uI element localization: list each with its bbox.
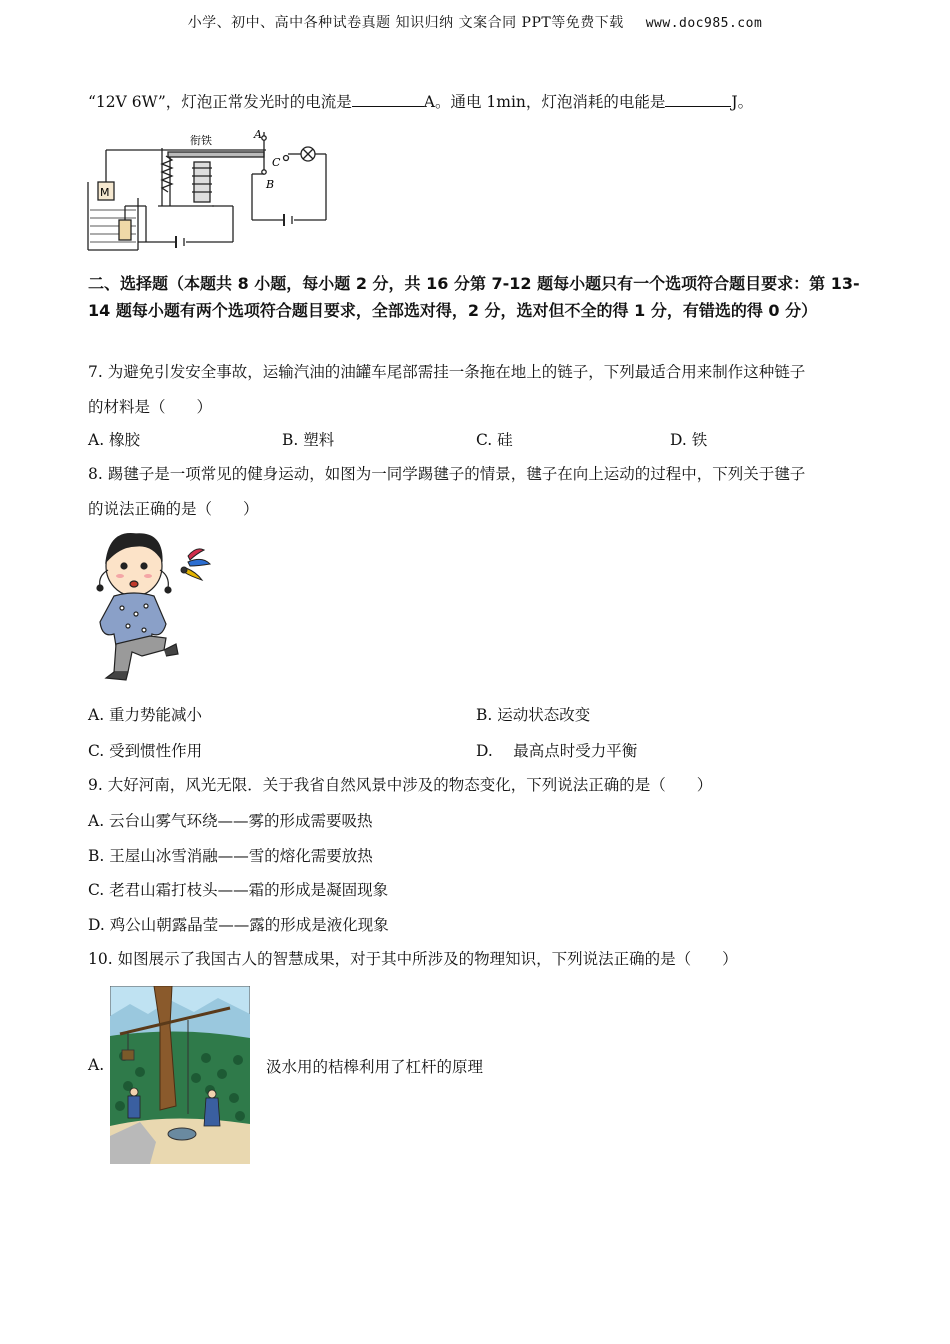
relay-circuit-diagram: [86, 126, 336, 256]
q9-option-b: B. 王屋山冰雪消融——雪的熔化需要放热: [88, 847, 373, 865]
well-sweep-illustration: [110, 986, 250, 1164]
q6-text-2: A。通电 1min，灯泡消耗的电能是: [423, 93, 666, 111]
shuttlecock-kicking-illustration: [92, 526, 222, 686]
q9-stem: 9. 大好河南，风光无限．关于我省自然风景中涉及的物态变化，下列说法正确的是（ ）: [88, 776, 713, 794]
q10-stem: 10. 如图展示了我国古人的智慧成果，对于其中所涉及的物理知识，下列说法正确的是（ ）: [88, 950, 738, 968]
q8-option-c: C. 受到惯性作用: [88, 742, 203, 760]
header-site: www.doc985.com: [645, 16, 763, 31]
q6-tail-line: [88, 90, 753, 112]
q6-text-3: J。: [731, 93, 754, 111]
q8-stem-line2: 的说法正确的是（ ）: [88, 500, 259, 518]
label-c: C: [272, 156, 281, 169]
q7-option-d: D. 铁: [670, 431, 708, 449]
label-a: A: [254, 128, 262, 141]
q7-option-c: C. 硅: [476, 431, 513, 449]
q6-blank-current: [352, 92, 424, 107]
q7-stem-line2: 的材料是（ ）: [88, 398, 213, 416]
q6-blank-energy: [665, 92, 731, 107]
q9-option-d: D. 鸡公山朝露晶莹——露的形成是液化现象: [88, 916, 389, 934]
q8-option-b: B. 运动状态改变: [476, 706, 591, 724]
q6-text-1: “12V 6W”，灯泡正常发光时的电流是: [88, 93, 352, 111]
label-m: M: [100, 186, 110, 199]
q7-option-b: B. 塑料: [282, 431, 335, 449]
q9-option-c: C. 老君山霜打枝头——霜的形成是凝固现象: [88, 881, 389, 899]
q8-option-d: D. 最高点时受力平衡: [476, 742, 638, 760]
q10-option-a-label: A.: [88, 1056, 105, 1074]
label-b: B: [266, 178, 275, 191]
header-text: 小学、初中、高中各种试卷真题 知识归纳 文案合同 PPT等免费下载: [187, 15, 624, 31]
q8-stem-line1: 8. 踢毽子是一项常见的健身运动，如图为一同学踢毽子的情景，毽子在向上运动的过程中，下列关于毽子: [88, 465, 806, 483]
q9-option-a: A. 云台山雾气环绕——雾的形成需要吸热: [88, 812, 373, 830]
q7-option-a: A. 橡胶: [88, 431, 141, 449]
q10-option-a-text: 汲水用的桔槔利用了杠杆的原理: [266, 1058, 484, 1076]
page-header: [0, 12, 950, 32]
q7-stem-line1: 7. 为避免引发安全事故，运输汽油的油罐车尾部需挂一条拖在地上的链子，下列最适合用来制作这种链子: [88, 363, 806, 381]
q8-option-a: A. 重力势能减小: [88, 706, 203, 724]
section-heading: 二、选择题（本题共 8 小题，每小题 2 分，共 16 分第 7-12 题每小题只有一个选项符合题目要求：第 13-14 题每小题有两个选项符合题目要求，全部选对得，2 分，选对但不全的得 1 分，有错选的得 0 分）: [88, 274, 860, 320]
label-armature: 衔铁: [190, 134, 212, 147]
